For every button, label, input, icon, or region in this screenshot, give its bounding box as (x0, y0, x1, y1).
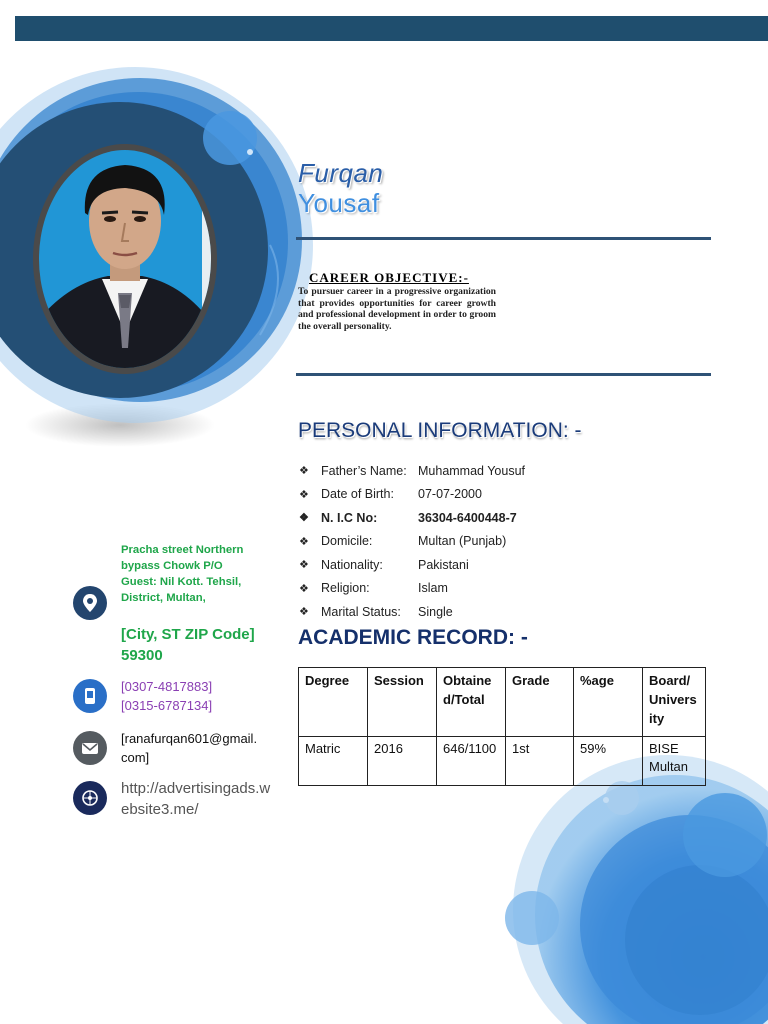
list-item (299, 553, 525, 577)
table-cell: 2016 (368, 737, 437, 786)
info-value: 36304-6400448-7 (418, 510, 517, 525)
last-name: Yousaf (298, 188, 380, 218)
email-link[interactable]: [ranafurqan601@gmail.com] (121, 731, 258, 765)
list-item (299, 530, 525, 554)
first-name: Furqan (298, 158, 384, 188)
divider-bottom (296, 373, 711, 376)
info-label: Date of Birth: (321, 487, 394, 502)
table-cell: 59% (574, 737, 643, 786)
divider-top (296, 237, 711, 240)
table-cell: 646/1100 (437, 737, 506, 786)
table-cell: 1st (506, 737, 574, 786)
info-label: Nationality: (321, 557, 383, 572)
info-value: Islam (418, 581, 448, 596)
column-header: Board/University (643, 668, 706, 737)
info-label: Religion: (321, 581, 370, 596)
column-header: Grade (506, 668, 574, 737)
address-text: Pracha street Northern bypass Chowk P/O Guest: Nil Kott. Tehsil, District, Multan, (121, 544, 244, 604)
table-row (299, 737, 706, 786)
info-label: N. I.C No: (321, 510, 378, 525)
table-header-row (299, 668, 706, 737)
info-value: Pakistani (418, 557, 469, 572)
info-value: Multan (Punjab) (418, 534, 507, 549)
academic-table (298, 667, 706, 786)
info-value: 07-07-2000 (418, 487, 482, 502)
column-header: %age (574, 668, 643, 737)
diamond-bullet-icon: ❖ (299, 535, 309, 548)
phone-numbers (121, 677, 212, 715)
web-icon (73, 781, 107, 815)
objective-title: CAREER OBJECTIVE:- (309, 270, 469, 285)
phone-icon (73, 679, 107, 713)
diamond-bullet-icon: ❖ (299, 488, 309, 501)
location-icon (73, 586, 107, 620)
profile-photo (30, 143, 220, 375)
personal-info-title: PERSONAL INFORMATION: - (298, 419, 582, 442)
info-label: Marital Status: (321, 604, 401, 619)
city-zip-text: [City, ST ZIP Code] 59300 (121, 626, 255, 664)
diamond-bullet-icon: ❖ (299, 465, 309, 478)
diamond-bullet-icon: ❖ (299, 559, 309, 572)
academic-record-title: ACADEMIC RECORD: - (298, 626, 528, 649)
phone-2[interactable]: [0315-6787134] (121, 698, 213, 713)
list-item (299, 506, 525, 530)
info-label: Father’s Name: (321, 463, 407, 478)
diamond-bullet-icon: ❖ (299, 512, 309, 525)
info-value: Muhammad Yousuf (418, 463, 526, 478)
info-label: Domicile: (321, 534, 373, 549)
column-header: Degree (299, 668, 368, 737)
phone-1[interactable]: [0307-4817883] (121, 679, 213, 694)
objective-text: To pursuer career in a progressive organization that provides opportunities for career growth and professional development in order to groom the overall personality. (298, 286, 496, 332)
table-cell: BISE Multan (643, 737, 706, 786)
diamond-bullet-icon: ❖ (299, 582, 309, 595)
personal-info-list (299, 459, 525, 624)
list-item (299, 459, 525, 483)
column-header: Session (368, 668, 437, 737)
list-item (299, 577, 525, 601)
list-item (299, 483, 525, 507)
full-name (298, 158, 383, 218)
website-link[interactable]: http://advertisingads.website3.me/ (121, 780, 271, 818)
email-icon (73, 731, 107, 765)
table-cell: Matric (299, 737, 368, 786)
diamond-bullet-icon: ❖ (299, 606, 309, 619)
list-item (299, 600, 525, 624)
column-header: Obtained/Total (437, 668, 506, 737)
info-value: Single (418, 604, 453, 619)
